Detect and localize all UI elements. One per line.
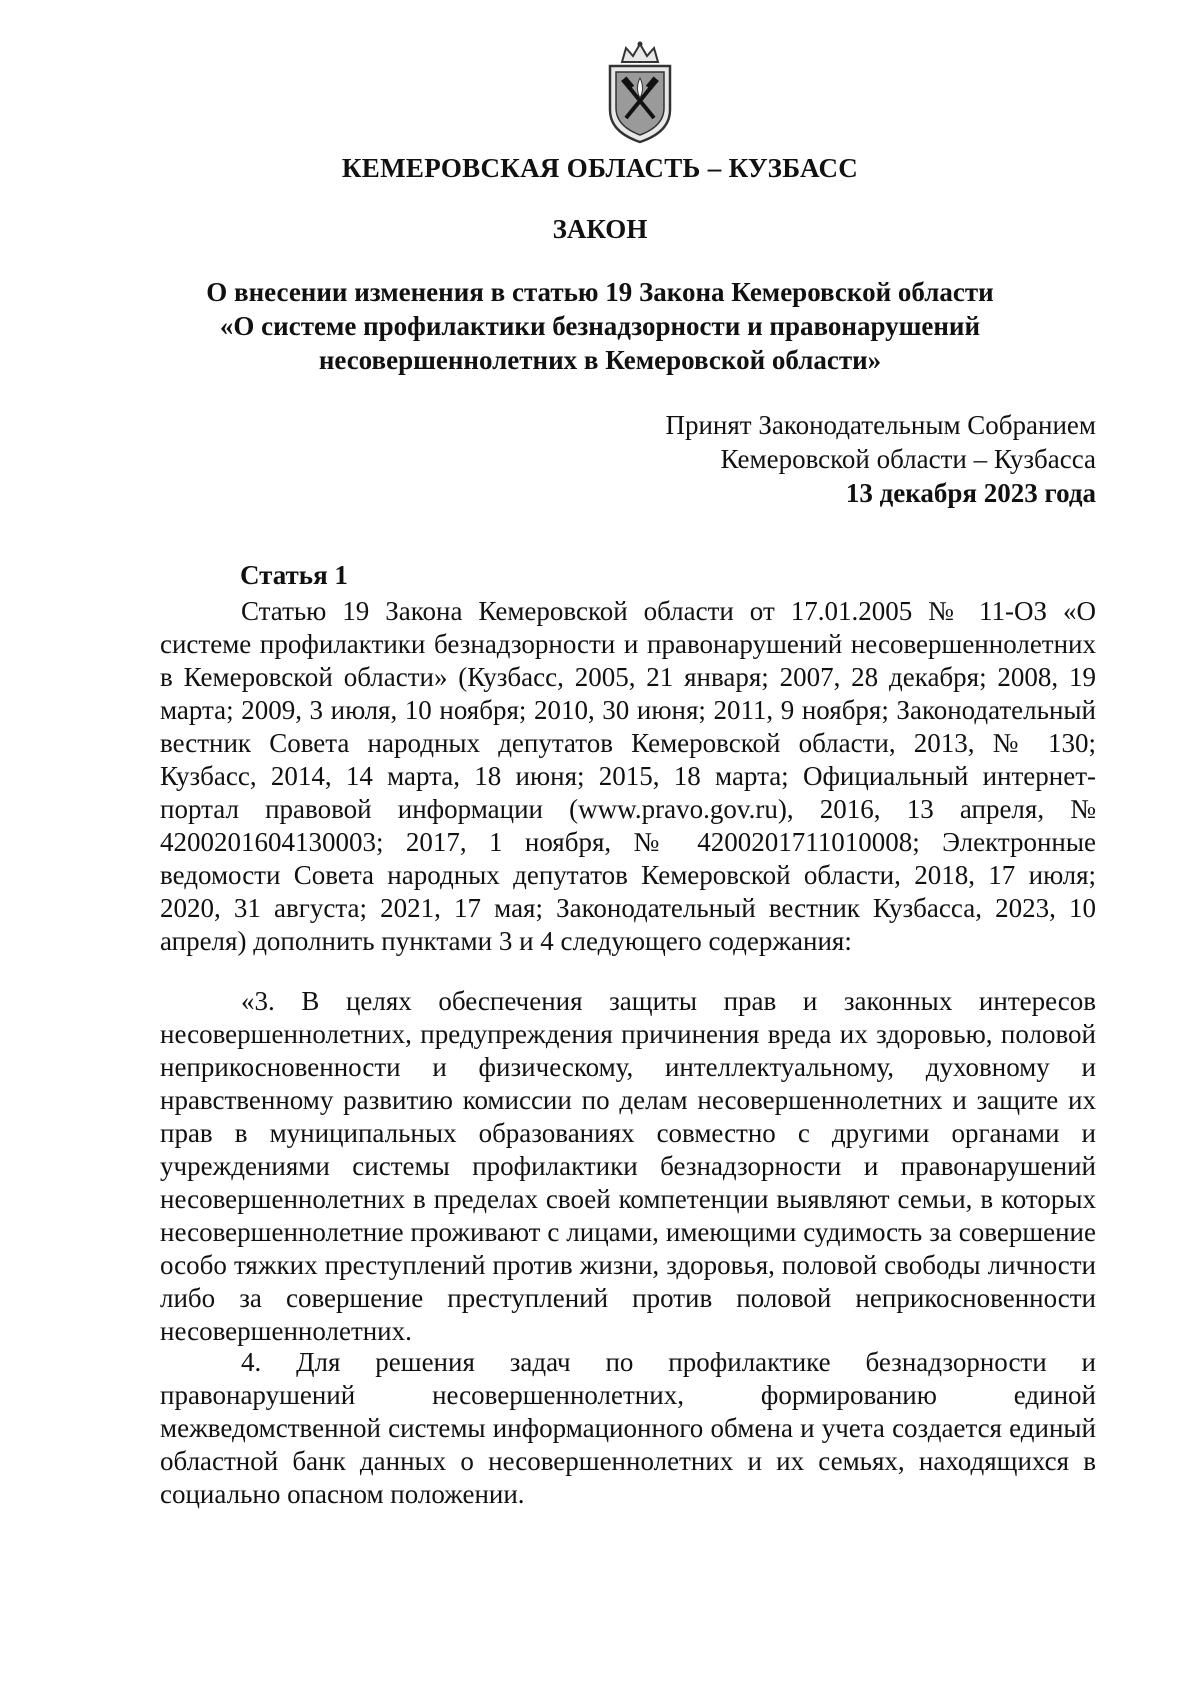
article-item-3 [160,985,1096,1348]
paragraph-text: Статью 19 Закона Кемеровской области от 17.01.2005 № 11-ОЗ «О системе профилактики безнадзорности и правонарушений несовершеннолетних в Кемеровской области» (Кузбасс, 2005, 21 января; 2007, 28 декабря; 2008, 19 марта; 2009, 3 июля, 10 ноября; 2010, 30 июня; 2011, 9 ноября; Законодательный вестник Совета народных депутатов Кемеровской области, 2013, № 130; Кузбасс, 2014, 14 марта, 18 июня; 2015, 18 марта; Официальный интернет-портал правовой информации (www.pravo.gov.ru), 2016, 13 апреля, № 4200201604130003; 2017, 1 ноября, № 4200201711010008; Электронные ведомости Совета народных депутатов Кемеровской области, 2018, 17 июля; 2020, 31 августа; 2021, 17 мая; Законодательный вестник Кузбасса, 2023, 10 апреля) дополнить пунктами 3 и 4 следующего содержания: [160,596,1096,956]
paragraph-text: 4. Для решения задач по профилактике безнадзорности и правонарушений несовершеннолетних, формированию единой межведомственной системы информационного обмена и учета создается единый областной банк данных о несовершеннолетних и их семьях, находящихся в социально опасном положении. [160,1347,1096,1509]
law-title-line: несовершеннолетних в Кемеровской области» [318,345,882,375]
article-paragraph-main [160,595,1096,958]
adoption-line: Кемеровской области – Кузбасса [720,444,1096,474]
coat-of-arms-icon-graphic [602,40,678,144]
adoption-block [665,408,1096,510]
adoption-date: 13 декабря 2023 года [845,478,1096,508]
adoption-line: Принят Законодательным Собранием [665,410,1096,440]
region-name: КЕМЕРОВСКАЯ ОБЛАСТЬ – КУЗБАСС [341,153,859,183]
paragraph-text: «3. В целях обеспечения защиты прав и законных интересов несовершеннолетних, предупреждения причинения вреда их здоровью, половой неприкосновенности и физическому, интеллектуальному, духовному и нравственному развитию комиссии по делам несовершеннолетних и защите их прав в муниципальных образованиях совместно с другими органами и учреждениями системы профилактики безнадзорности и правонарушений несовершеннолетних в пределах своей компетенции выявляют семьи, в которых несовершеннолетние проживают с лицами, имеющими судимость за совершение особо тяжких преступлений против жизни, здоровья, половой свободы личности либо за совершение преступлений против половой неприкосновенности несовершеннолетних. [160,986,1096,1346]
law-title [100,275,1100,377]
law-title-line: О внесении изменения в статью 19 Закона Кемеровской области [206,277,994,307]
coat-of-arms-icon [602,40,678,144]
document-type: ЗАКОН [552,214,648,244]
article-item-4 [160,1346,1096,1511]
article-heading: Статья 1 [240,560,348,590]
law-title-line: «О системе профилактики безнадзорности и правонарушений [219,311,981,341]
